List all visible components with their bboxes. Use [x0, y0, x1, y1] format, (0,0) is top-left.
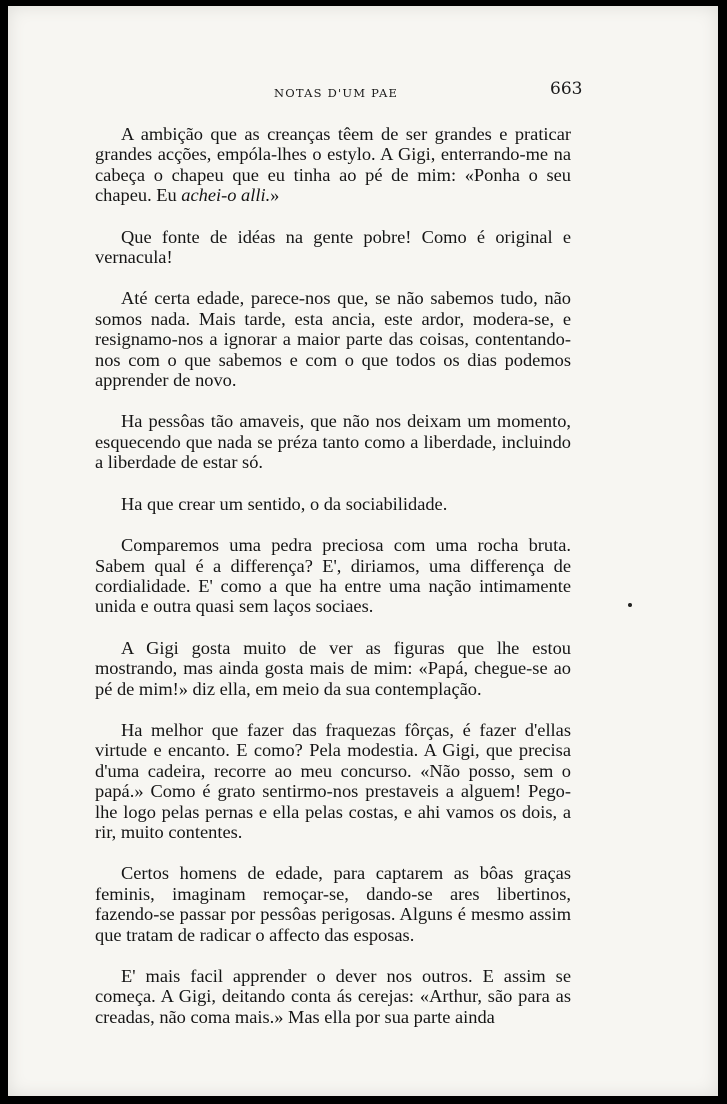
- paragraph: Certos homens de edade, para captarem as bôas graças feminis, imaginam remoçar-se, dando-se ares libertinos, fazendo-se passar por pessôas perigosas. Alguns é mesmo assim que tratam de radicar o affecto das esposas.: [95, 863, 571, 945]
- paragraph: E' mais facil apprender o dever nos outros. E assim se começa. A Gigi, deitando conta ás cerejas: «Arthur, são para as creadas, não coma mais.» Mas ella por sua parte ainda: [95, 966, 571, 1027]
- italic-phrase: achei-o alli.: [181, 185, 271, 206]
- running-head: NOTAS D'UM PAE: [274, 86, 399, 100]
- paragraph: Que fonte de idéas na gente pobre! Como é original e vernacula!: [95, 226, 571, 268]
- ink-speck: [628, 603, 632, 607]
- paragraph: Até certa edade, parece-nos que, se não sabemos tudo, não somos nada. Mais tarde, esta ancia, este ardor, modera-se, e resignamo-nos a ignorar a maior parte das coisas, contentando-nos com o que sabemos e com o que todos os dias podemos apprender de novo.: [95, 288, 571, 391]
- body-text: [95, 124, 571, 1048]
- paragraph: [95, 124, 571, 206]
- closing-quote: »: [270, 185, 280, 206]
- paragraph: A Gigi gosta muito de ver as figuras que lhe estou mostrando, mas ainda gosta mais de mim: «Papá, chegue-se ao pé de mim!» diz ella, em meio da sua contemplação.: [95, 637, 571, 699]
- page-number: 663: [550, 79, 583, 99]
- paragraph: Ha pessôas tão amaveis, que não nos deixam um momento, esquecendo que nada se préza tanto como a liberdade, incluindo a liberdade de estar só.: [95, 411, 571, 473]
- paragraph-text: A ambição que as creanças têem de ser grandes e praticar grandes acções, empóla-lhes o estylo. A Gigi, enterrando-me na cabeça o chapeu que eu tinha ao pé de mim: «Ponha o seu chapeu. Eu: [95, 124, 571, 206]
- paragraph: Ha que crear um sentido, o da sociabilidade.: [121, 493, 448, 514]
- paragraph: Ha melhor que fazer das fraquezas fôrças, é fazer d'ellas virtude e encanto. E como? Pela modestia. A Gigi, que precisa d'uma cadeira, recorre ao meu concurso. «Não posso, sem o papá.» Como é grato sentirmo-nos prestaveis a alguem! Pego-lhe logo pelas pernas e ella pelas costas, e ahi vamos os dois, a rir, muito contentes.: [95, 719, 571, 842]
- paragraph: Comparemos uma pedra preciosa com uma rocha bruta. Sabem qual é a differença? E', diriamos, uma differença de cordialidade. E' como a que ha entre uma nação intimamente unida e outra quasi sem laços sociaes.: [95, 535, 571, 617]
- book-page: [8, 6, 718, 1096]
